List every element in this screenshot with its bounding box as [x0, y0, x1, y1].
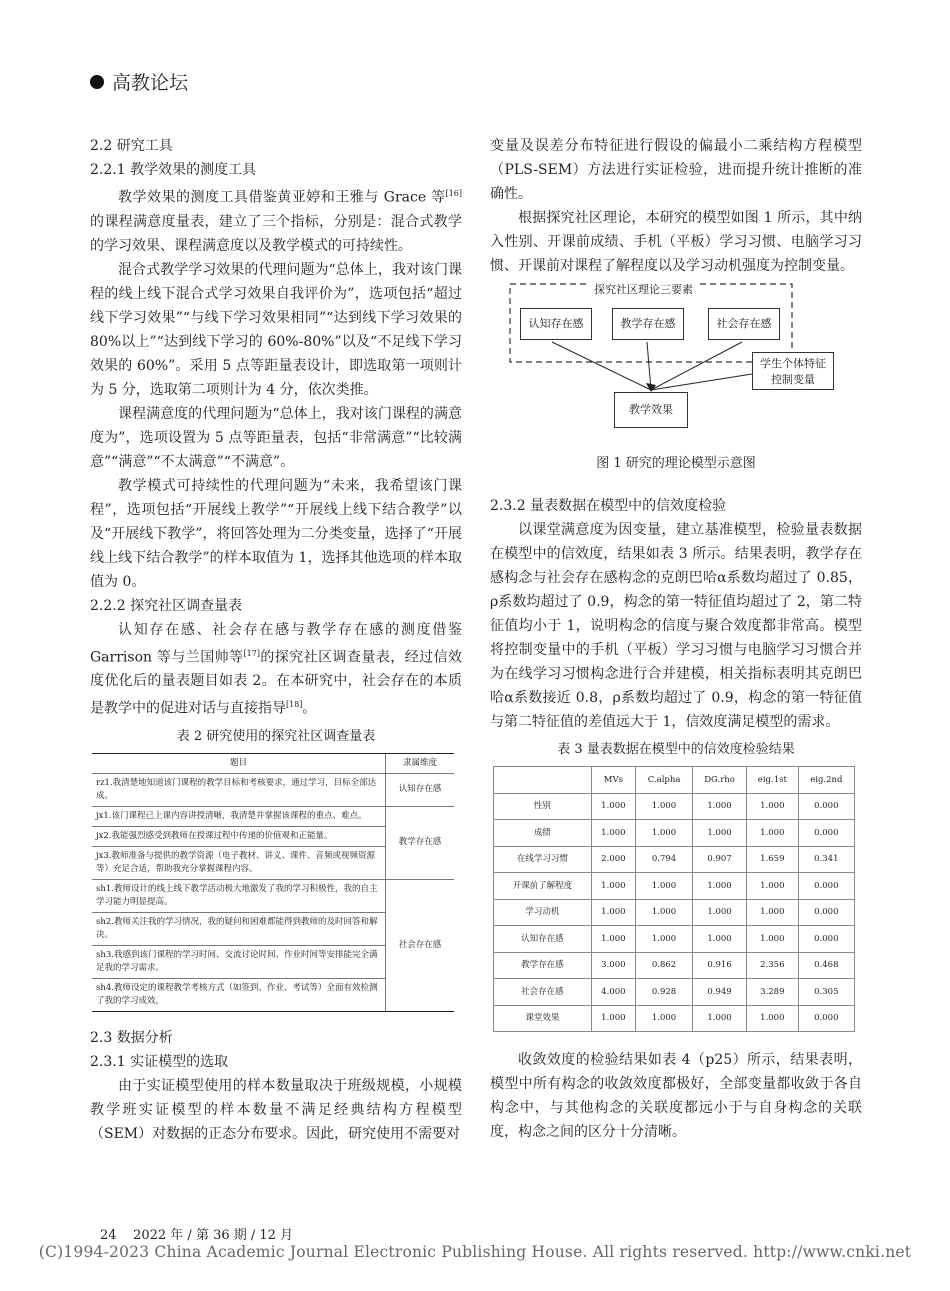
box-control-variables — [752, 352, 834, 390]
table-cell: 认知存在感 — [494, 926, 592, 953]
text: 的课程满意度量表，建立了三个指标，分别是：混合式教学的学习效果、课程满意度以及教学模式的可持续性。 — [90, 213, 462, 254]
paragraph: 变量及误差分布特征进行假设的偏最小二乘结构方程模型（PLS-SEM）方法进行实证检验，进而提升统计推断的准确性。 — [490, 138, 862, 202]
control-line-2: 控制变量 — [771, 373, 815, 386]
table-cell: 开课前了解程度 — [494, 873, 592, 900]
box-teaching-effect: 教学效果 — [614, 392, 688, 428]
table-cell: 4.000 — [591, 979, 635, 1006]
table-header: C.alpha — [636, 767, 693, 794]
table-cell: 学习动机 — [494, 899, 592, 926]
table-cell-dimension: 社会存在感 — [386, 879, 455, 1011]
paragraph: 以课堂满意度为因变量，建立基准模型，检验量表数据在模型中的信效度，结果如表 3 所示。结果表明，教学存在感构念与社会存在感构念的克朗巴哈α系数均超过了 0.85，ρ系数均超过了 0.9，构念的第一特征值均超过了 2，第二特征值均小于 1，说明构念的信度与聚合效度都非常高。模型将控制变量中的手机（平板）学习习惯与电脑学习习惯合并为在线学习习惯构念进行合并建模，相关指标表明其克朗巴哈α系数接近 0.8，ρ系数均超过了 0.9，构念的第一特征值与第二特征值的差值远大于 1，信效度满足模型的需求。 — [490, 522, 862, 730]
arrow-line — [647, 342, 651, 390]
table-cell: 1.000 — [693, 820, 747, 847]
table-row — [494, 979, 855, 1006]
table-cell: 0.000 — [798, 820, 854, 847]
table-row — [494, 793, 855, 820]
table-header: MVs — [591, 767, 635, 794]
paragraph — [90, 618, 462, 721]
table-cell: 1.000 — [693, 899, 747, 926]
text: 。 — [302, 700, 317, 717]
table-cell: 3.289 — [747, 979, 799, 1006]
table-cell: 0.000 — [798, 793, 854, 820]
table-header: 隶属维度 — [386, 753, 455, 773]
table-cell: 0.000 — [798, 899, 854, 926]
citation[interactable]: [18] — [286, 700, 303, 710]
table-cell: 1.000 — [636, 873, 693, 900]
table-header — [494, 767, 592, 794]
table-cell: 1.000 — [591, 899, 635, 926]
table-cell: sh1.教师设计的线上线下教学活动极大地激发了我的学习积极性，我的自主学习能力明显提高。 — [92, 879, 386, 912]
table-header: DG.rho — [693, 767, 747, 794]
page-number: 24 — [100, 1228, 117, 1243]
table-cell: 1.000 — [693, 1005, 747, 1032]
table-row — [494, 873, 855, 900]
table-cell: 0.468 — [798, 952, 854, 979]
table-2 — [92, 753, 454, 1012]
journal-header — [90, 68, 188, 95]
paragraph: 收敛效度的检验结果如表 4（p25）所示，结果表明，模型中所有构念的收敛效度都极好，全部变量都收敛于各自构念中，与其他构念的关联度都远小于与自身构念的关联度，构念之间的区分十分清晰。 — [490, 1052, 862, 1140]
table-cell: sh4.教师设定的课程教学考核方式（如签到、作业、考试等）全面有效检测了我的学习成效。 — [92, 978, 386, 1011]
section-2-3-heading: 2.3 数据分析 — [90, 1029, 173, 1046]
section-2-2-heading: 2.2 研究工具 — [90, 138, 173, 154]
table-cell: 3.000 — [591, 952, 635, 979]
table-cell: 1.000 — [636, 899, 693, 926]
box-teaching-presence: 教学存在感 — [612, 308, 684, 340]
paragraph: 混合式教学学习效果的代理问题为“总体上，我对该门课程的线上线下混合式学习效果自我评价为”，选项包括“超过线下学习效果”“与线下学习效果相同”“达到线下学习效果的 80%以上”“达到线下学习的 60%-80%”以及“不足线下学习效果的 60%”。采用 5 点等距量表设计，即选取第一项则计为 5 分，选取第二项则计为 4 分，依次类推。 — [90, 261, 462, 398]
table-cell: jx2.我能强烈感受到教师在授课过程中传递的价值观和正能量。 — [92, 826, 386, 846]
table-cell: 2.356 — [747, 952, 799, 979]
paragraph: 课程满意度的代理问题为“总体上，我对该门课程的满意度为”，选项设置为 5 点等距量表，包括“非常满意”“比较满意”“满意”“不太满意”“不满意”。 — [90, 405, 462, 470]
table-cell: 0.000 — [798, 873, 854, 900]
table-cell: 1.000 — [747, 899, 799, 926]
table-cell: 0.862 — [636, 952, 693, 979]
text: 教学效果的测度工具借鉴黄亚婷和王雅与 Grace 等 — [118, 189, 446, 206]
paragraph: 教学模式可持续性的代理问题为“未来，我希望该门课程”，选项包括“开展线上教学”“开展线上线下结合教学”以及“开展线下教学”，将回答处理为二分类变量，选择了“开展线上线下结合教学”的样本取值为 1，选择其他选项的样本取值为 0。 — [90, 477, 462, 590]
figure-1-caption: 图 1 研究的理论模型示意图 — [596, 456, 756, 471]
paragraph — [90, 182, 462, 258]
table-cell: 1.000 — [591, 926, 635, 953]
table-cell: rz1.我清楚地知道该门课程的教学目标和考核要求，通过学习，目标全部达成。 — [92, 773, 386, 806]
table-cell: 1.000 — [747, 1005, 799, 1032]
table-cell: 1.000 — [636, 793, 693, 820]
table-cell: 1.000 — [591, 1005, 635, 1032]
table-cell: 1.000 — [636, 926, 693, 953]
page-footer — [100, 1224, 293, 1243]
citation[interactable]: [17] — [243, 648, 260, 658]
issue-info: 2022 年 / 第 36 期 / 12 月 — [133, 1228, 294, 1243]
paragraph: 由于实证模型使用的样本数量取决于班级规模，小规模教学班实证模型的样本数量不满足经典结构方程模型（SEM）对数据的正态分布要求。因此，研究使用不需要对 — [90, 1077, 462, 1142]
table-cell: 1.000 — [693, 926, 747, 953]
section-2-3-1-heading: 2.3.1 实证模型的选取 — [90, 1053, 229, 1070]
table-cell: 2.000 — [591, 846, 635, 873]
table-header: 题目 — [92, 753, 386, 773]
table-cell: 1.000 — [591, 873, 635, 900]
table-cell: 1.000 — [693, 873, 747, 900]
table-cell: 0.341 — [798, 846, 854, 873]
right-column — [490, 134, 862, 1144]
table-3-caption: 表 3 量表数据在模型中的信效度检验结果 — [557, 742, 795, 757]
arrow-line — [552, 342, 651, 390]
table-cell: 0.907 — [693, 846, 747, 873]
table-row — [494, 820, 855, 847]
section-2-3-2-heading: 2.3.2 量表数据在模型中的信效度检验 — [490, 498, 727, 514]
table-row — [494, 899, 855, 926]
table-cell: 在线学习习惯 — [494, 846, 592, 873]
table-cell: jx1.该门课程已上课内容讲授清晰，我清楚并掌握该课程的重点、难点。 — [92, 806, 386, 826]
table-cell: 1.000 — [591, 793, 635, 820]
group-label: 探究社区理论三要素 — [590, 278, 697, 302]
table-cell: 1.000 — [747, 926, 799, 953]
figure-1 — [490, 282, 862, 452]
table-cell: 课堂效果 — [494, 1005, 592, 1032]
table-cell: sh2.教师关注我的学习情况，我的疑问和困难都能得到教师的及时回答和解决。 — [92, 912, 386, 945]
table-cell: 1.000 — [636, 820, 693, 847]
bullet-icon — [90, 75, 104, 89]
table-3 — [493, 766, 855, 1032]
box-cognitive-presence: 认知存在感 — [520, 308, 592, 340]
table-cell-dimension: 认知存在感 — [386, 773, 455, 806]
paragraph: 根据探究社区理论，本研究的模型如图 1 所示，其中纳入性别、开课前成绩、手机（平板）学习习惯、电脑学习习惯、开课前对课程了解程度以及学习动机强度为控制变量。 — [490, 210, 862, 274]
table-row — [494, 926, 855, 953]
section-2-2-2-heading: 2.2.2 探究社区调查量表 — [90, 597, 243, 614]
table-cell: 1.000 — [747, 793, 799, 820]
table-cell: 1.659 — [747, 846, 799, 873]
table-cell: 教学存在感 — [494, 952, 592, 979]
table-row — [494, 952, 855, 979]
left-column — [90, 134, 462, 1146]
text: 认知存在感、社会存在感与教学存在感的测度借鉴 Garrison 等与兰国帅等 — [90, 621, 462, 666]
table-cell-dimension: 教学存在感 — [386, 806, 455, 879]
table-cell: sh3.我感到该门课程的学习时间、交流讨论时间、作业时间等安排能完全满足我的学习需求。 — [92, 945, 386, 978]
table-cell: 0.305 — [798, 979, 854, 1006]
table-header: eig.2nd — [798, 767, 854, 794]
arrow-head-icon — [646, 383, 656, 392]
copyright-notice: (C)1994-2023 China Academic Journal Electronic Publishing House. All rights reserved. http://www.cnki.net — [38, 1243, 912, 1261]
table-cell: 社会存在感 — [494, 979, 592, 1006]
table-cell: 0.916 — [693, 952, 747, 979]
table-cell: 成绩 — [494, 820, 592, 847]
table-cell: 1.000 — [636, 1005, 693, 1032]
table-row — [494, 846, 855, 873]
table-cell: 0.000 — [798, 926, 854, 953]
control-line-1: 学生个体特征 — [760, 357, 826, 370]
table-cell: 0.928 — [636, 979, 693, 1006]
citation[interactable]: [16] — [445, 189, 462, 198]
table-cell: 0.949 — [693, 979, 747, 1006]
table-cell: 1.000 — [591, 820, 635, 847]
table-cell: jx3.教师准备与提供的教学资源（电子教材、讲义、课件、音频或视频资源等）充足合适，帮助我充分掌握课程内容。 — [92, 846, 386, 879]
table-cell: 0.794 — [636, 846, 693, 873]
table-cell: 1.000 — [693, 793, 747, 820]
table-cell: 1.000 — [747, 820, 799, 847]
journal-name: 高教论坛 — [112, 72, 189, 94]
section-2-2-1-heading: 2.2.1 教学效果的测度工具 — [90, 162, 257, 178]
table-cell: 1.000 — [747, 873, 799, 900]
box-social-presence: 社会存在感 — [708, 308, 780, 340]
table-2-caption: 表 2 研究使用的探究社区调查量表 — [176, 728, 376, 744]
table-row — [494, 1005, 855, 1032]
table-header: eig.1st — [747, 767, 799, 794]
table-cell: 0.000 — [798, 1005, 854, 1032]
text: 的探究社区调查量表，经过信效度优化后的量表题目如表 2。在本研究中，社会存在的本质是教学中的促进对话与直接指导 — [90, 649, 462, 717]
table-cell: 性别 — [494, 793, 592, 820]
